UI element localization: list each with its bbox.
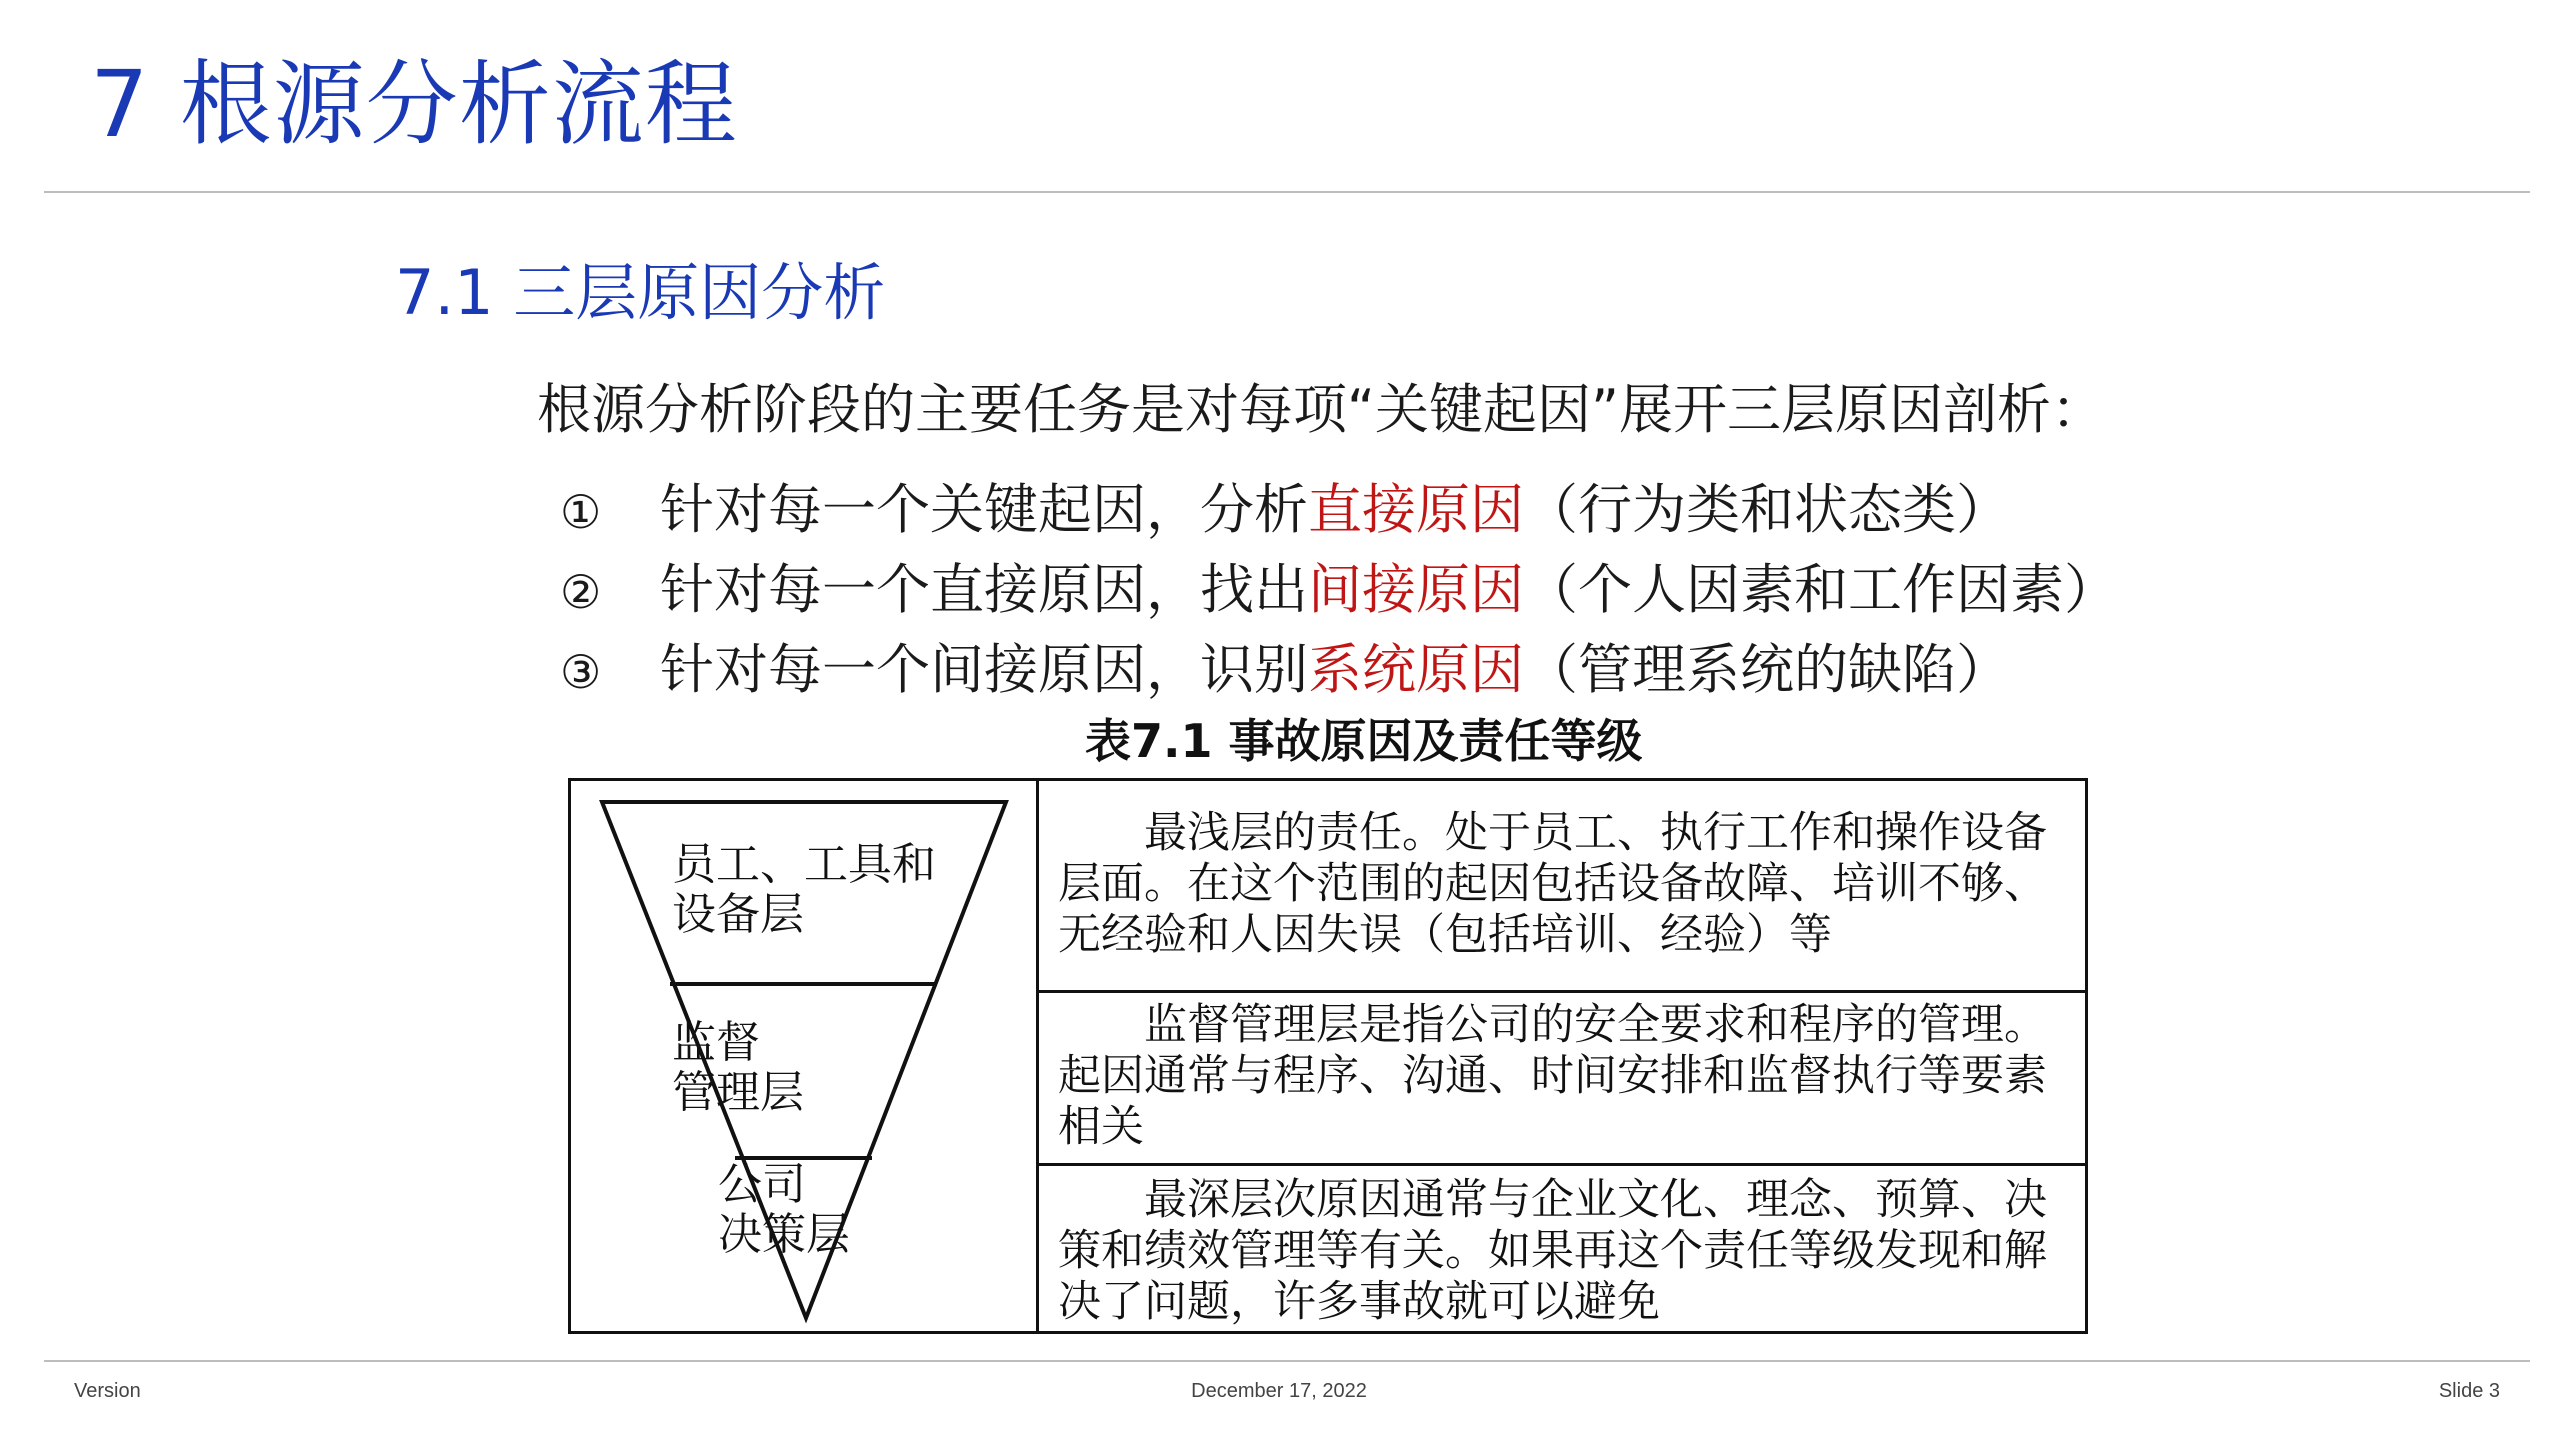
header-divider [44, 191, 2530, 193]
item-highlight: 系统原因 [1308, 638, 1524, 701]
item-number: ③ [560, 645, 602, 699]
footer-divider [44, 1360, 2530, 1362]
table-row-divider [1036, 1163, 2088, 1166]
section-subtitle: 7.1 三层原因分析 [395, 256, 886, 329]
item-text: 针对每一个间接原因，识别 [660, 638, 1308, 701]
footer-date: December 17, 2022 [1191, 1380, 1367, 1402]
level-description: 最深层次原因通常与企业文化、理念、预算、决策和绩效管理等有关。如果再这个责任等级发现和解决了问题，许多事故就可以避免 [1058, 1175, 2047, 1327]
item-note: （行为类和状态类） [1524, 478, 2010, 541]
item-number: ① [560, 485, 602, 539]
list-item [560, 470, 2010, 552]
pyramid-level-label: 员工、工具和 设备层 [672, 839, 936, 940]
level-description: 最浅层的责任。处于员工、执行工作和操作设备层面。在这个范围的起因包括设备故障、培训不够、无经验和人因失误（包括培训、经验）等 [1058, 808, 2047, 960]
intro-text: 根源分析阶段的主要任务是对每项“关键起因”展开三层原因剖析： [537, 378, 2105, 441]
item-number: ② [560, 565, 602, 619]
list-item [560, 630, 2010, 712]
table-caption: 表7.1 事故原因及责任等级 [1085, 714, 1643, 768]
item-text: 针对每一个直接原因，找出 [660, 558, 1308, 621]
item-highlight: 间接原因 [1308, 558, 1524, 621]
pyramid-level-label: 公司 决策层 [718, 1159, 850, 1260]
item-highlight: 直接原因 [1308, 478, 1524, 541]
item-text: 针对每一个关键起因，分析 [660, 478, 1308, 541]
slide-title: 7 根源分析流程 [90, 51, 738, 158]
footer-slide-number: Slide 3 [2438, 1380, 2500, 1402]
item-note: （个人因素和工作因素） [1524, 558, 2118, 621]
level-description: 监督管理层是指公司的安全要求和程序的管理。起因通常与程序、沟通、时间安排和监督执行等要素相关 [1058, 1000, 2047, 1152]
list-item [560, 550, 2118, 632]
table-column-divider [1036, 778, 1039, 1334]
item-note: （管理系统的缺陷） [1524, 638, 2010, 701]
table-row-divider [1036, 990, 2088, 993]
pyramid-level-label: 监督 管理层 [672, 1017, 804, 1118]
footer-version: Version [74, 1380, 141, 1402]
